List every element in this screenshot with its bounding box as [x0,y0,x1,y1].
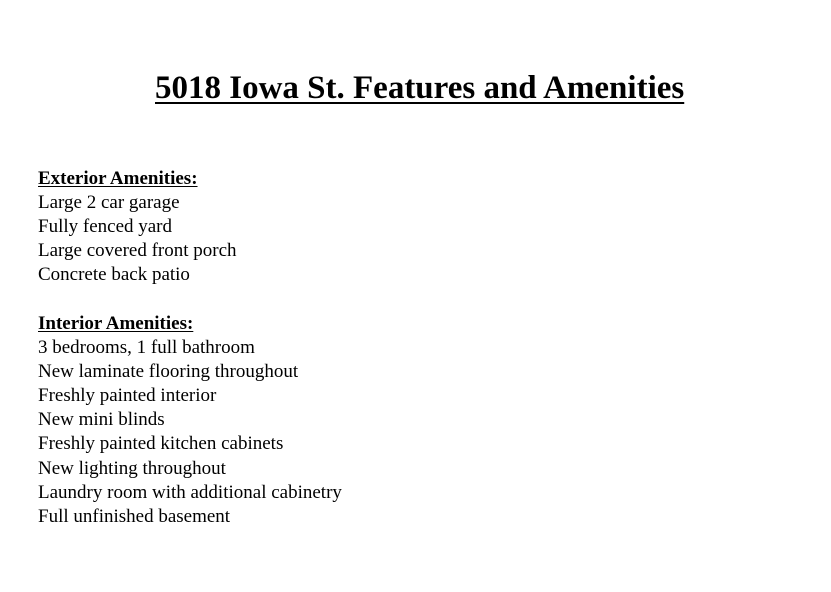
list-item: Large covered front porch [38,240,237,262]
list-item: New lighting throughout [38,457,226,479]
list-item: New laminate flooring throughout [38,361,299,383]
exterior-amenities-heading: Exterior Amenities: [38,168,198,189]
list-item: Freshly painted interior [38,385,217,407]
interior-amenities-heading: Interior Amenities: [38,313,194,334]
list-item: Concrete back patio [38,264,190,286]
document-title: 5018 Iowa St. Features and Amenities [155,70,685,106]
list-item: Fully fenced yard [38,216,173,238]
list-item: New mini blinds [38,409,165,431]
list-item: 3 bedrooms, 1 full bathroom [38,337,255,359]
list-item: Freshly painted kitchen cabinets [38,433,284,455]
list-item: Large 2 car garage [38,192,180,214]
interior-amenities-section [38,312,342,529]
list-item: Laundry room with additional cabinetry [38,481,342,503]
exterior-amenities-section [38,167,237,287]
list-item: Full unfinished basement [38,505,231,527]
